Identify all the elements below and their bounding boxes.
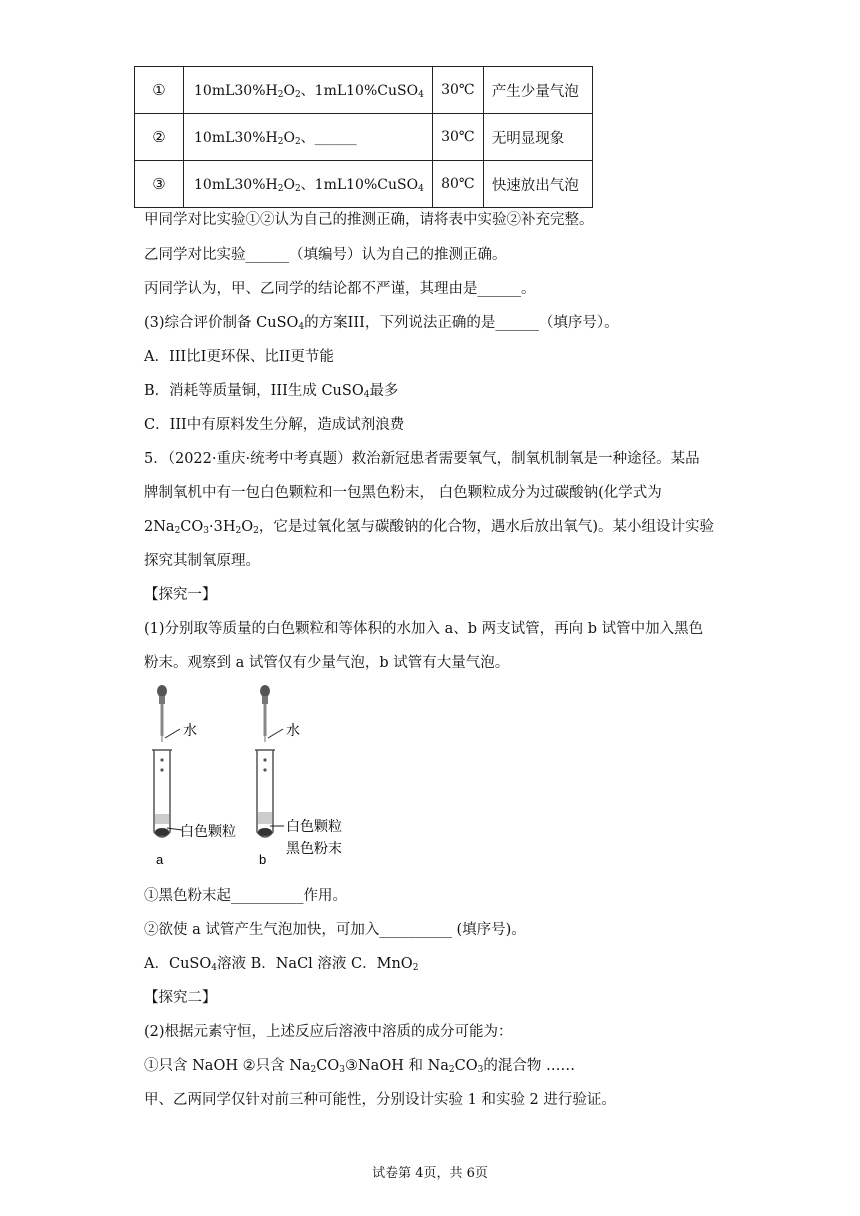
table-row [135,114,593,161]
paragraph-jia: 甲同学对比实验①②认为自己的推测正确，请将表中实验②补充完整。 [144,212,594,228]
water-label-a: 水 [183,722,197,738]
temperature-cell: 30℃ [432,67,483,114]
tube-label-a: a [156,852,164,867]
temperature-cell: 30℃ [432,114,483,161]
white-granule-label-b: 白色颗粒 [286,818,342,834]
result-cell: 产生少量气泡 [483,67,592,114]
reagent-cell: $10mL30\%H_2O_2$、1mL10%CuSO$_4$ [184,67,433,114]
question-black-powder: ①黑色粉末起__________作用。 [144,888,347,904]
section-explore-1: 【探究一】 [144,587,217,603]
question-5-line-2: 牌制氧机中有一包白色颗粒和一包黑色粉末， 白色颗粒成分为过碳酸钠(化学式为 [144,485,662,501]
paragraph-bing: 丙同学认为，甲、乙同学的结论都不严谨，其理由是______。 [144,281,536,297]
reagent-cell: $10mL30\%H_2O_2$、1mL10%CuSO$_4$ [184,161,433,208]
row-number: ① [135,67,184,114]
tube-label-b: b [259,852,267,867]
reagent-cell: $10mL30\%H_2O_2$、______ [184,114,433,161]
section-explore-2: 【探究二】 [144,990,217,1006]
dropper-b-icon [260,685,270,742]
row-number: ③ [135,161,184,208]
test-tube-a-icon [152,750,172,837]
result-cell: 快速放出气泡 [483,161,592,208]
explore-1-line-2: 粉末。观察到 a 试管仅有少量气泡，b 试管有大量气泡。 [144,655,510,671]
option-c: C．III中有原料发生分解，造成试剂浪费 [144,417,405,433]
question-5-line-3: $2Na_2CO_3\cdot 3H_2O_2$，它是过氧化氢与碳酸钠的化合物，遇水后放出氧气)。某小组设计实验 [144,519,715,536]
white-granule-label-a: 白色颗粒 [180,823,236,839]
table-row [135,67,593,114]
question-speed-up: ②欲使 a 试管产生气泡加快，可加入__________ (填序号)。 [144,922,526,938]
black-powder-label-b: 黑色粉末 [286,840,342,856]
explore-1-line-1: (1)分别取等质量的白色颗粒和等体积的水加入 a、b 两支试管，再向 b 试管中加入黑色 [144,621,704,637]
result-cell: 无明显现象 [483,114,592,161]
question-5-line-4: 探究其制氧原理。 [144,553,260,569]
question-3: (3)综合评价制备 CuSO$_4$的方案III，下列说法正确的是______（填序号）。 [144,315,619,332]
water-label-b: 水 [286,722,300,738]
options-line: A．CuSO$_4$溶液 B．NaCl 溶液 C．MnO$_2$ [144,956,419,973]
explore-2-line-1: (2)根据元素守恒，上述反应后溶液中溶质的成分可能为： [144,1024,513,1040]
dropper-a-icon [157,685,167,742]
explore-2-line-3: 甲、乙两同学仅针对前三种可能性，分别设计实验 1 和实验 2 进行验证。 [144,1092,616,1108]
page-footer: 试卷第 4页，共 6页 [372,1166,488,1181]
test-tube-figure [140,680,370,870]
option-a: A．III比I更环保、比II更节能 [144,349,334,365]
experiment-table [134,66,593,208]
question-5-line-1: 5．（2022·重庆·统考中考真题）救治新冠患者需要氧气，制氧机制氧是一种途径。某品 [144,451,700,467]
paragraph-yi: 乙同学对比实验______（填编号）认为自己的推测正确。 [144,247,507,263]
temperature-cell: 80℃ [432,161,483,208]
test-tube-b-icon [255,750,275,837]
option-b: B．消耗等质量铜，III生成 CuSO$_4$最多 [144,383,399,400]
table-row [135,161,593,208]
row-number: ② [135,114,184,161]
explore-2-line-2: ①只含 NaOH ②只含 $Na_2CO_3③NaOH$ 和 $Na_2CO_3$的混合物 …… [144,1058,575,1075]
